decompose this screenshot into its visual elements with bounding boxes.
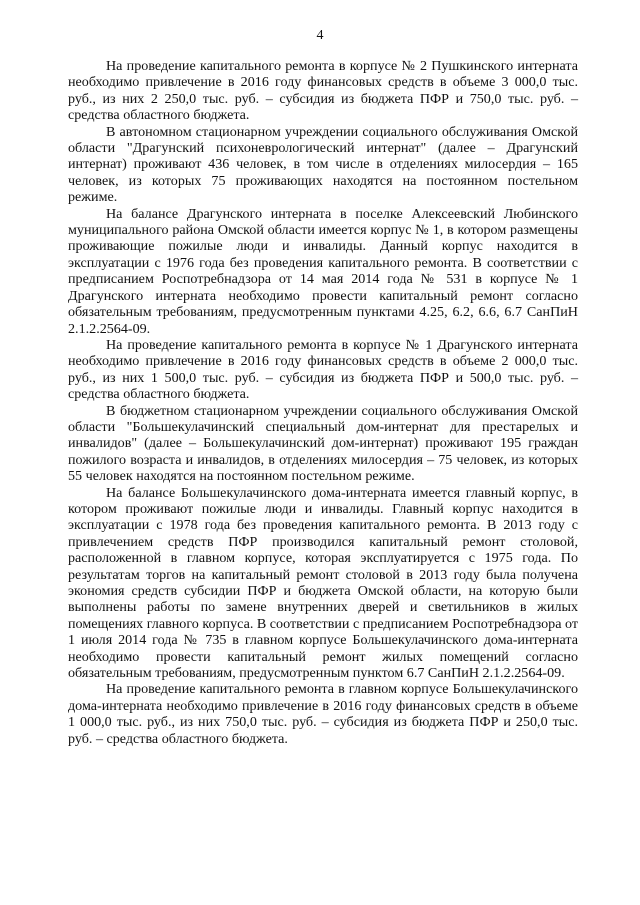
paragraph-pushkin-funding: На проведение капитального ремонта в корпусе № 2 Пушкинского интерната необходимо привлечение в 2016 году финансовых средств в объеме 3 000,0 тыс. руб., из них 2 250,0 тыс. руб. – субсидия из бюджета ПФР и 750,0 тыс. руб. – средства областного бюджета. [68, 58, 578, 124]
paragraph-dragunsky-residents: В автономном стационарном учреждении социального обслуживания Омской области "Драгунский психоневрологический интернат" (далее – Драгунский интернат) проживают 436 человек, в том числе в отделениях милосердия – 165 человек, из которых 75 проживающих находятся на постоянном постельном режиме. [68, 123, 578, 206]
document-body [68, 58, 578, 747]
paragraph-bolshekulachinsky-building: На балансе Большекулачинского дома-интерната имеется главный корпус, в котором проживают пожилые люди и инвалиды. Главный корпус находится в эксплуатации с 1978 года без проведения капитального ремонта. В 2013 году с привлечением средств ПФР производился капитальный ремонт столовой, расположенной в главном корпусе, которая эксплуатируется с 1975 года. По результатам торгов на капитальный ремонт столовой в 2013 году была получена экономия средств субсидии ПФР и бюджета Омской области, на которую были выполнены работы по замене внутренних дверей и светильников в жилых помещениях главного корпуса. В соответствии с предписанием Роспотребнадзора от 1 июля 2014 года № 735 в главном корпусе Большекулачинского дома-интерната необходимо провести капитальный ремонт жилых помещений согласно обязательным требованиям, предусмотренным пунктом 6.7 СанПиН 2.1.2.2564-09. [68, 484, 578, 682]
paragraph-bolshekulachinsky-funding: На проведение капитального ремонта в главном корпусе Большекулачинского дома-интерната необходимо привлечение в 2016 году финансовых средств в объеме 1 000,0 тыс. руб., из них 750,0 тыс. руб. – субсидия из бюджета ПФР и 250,0 тыс. руб. – средства областного бюджета. [68, 681, 578, 747]
page-number: 4 [316, 28, 324, 43]
paragraph-bolshekulachinsky-residents: В бюджетном стационарном учреждении социального обслуживания Омской области "Большекулачинский специальный дом-интернат для престарелых и инвалидов" (далее – Большекулачинский дом-интернат) проживают 195 граждан пожилого возраста и инвалидов, в отделениях милосердия – 75 человек, из которых 55 человек находятся на постоянном постельном режиме. [68, 402, 578, 485]
paragraph-dragunsky-building: На балансе Драгунского интерната в поселке Алексеевский Любинского муниципального района Омской области имеется корпус № 1, в котором размещены проживающие пожилые люди и инвалиды. Данный корпус находится в эксплуатации с 1976 года без проведения капитального ремонта. В соответствии с предписанием Роспотребнадзора от 14 мая 2014 года № 531 в корпусе № 1 Драгунского интерната необходимо провести капитальный ремонт согласно обязательным требованиям, предусмотренным пунктами 4.25, 6.2, 6.6, 6.7 СанПиН 2.1.2.2564-09. [68, 205, 578, 337]
paragraph-dragunsky-funding: На проведение капитального ремонта в корпусе № 1 Драгунского интерната необходимо привлечение в 2016 году финансовых средств в объеме 2 000,0 тыс. руб., из них 1 500,0 тыс. руб. – субсидия из бюджета ПФР и 500,0 тыс. руб. – средства областного бюджета. [68, 336, 578, 403]
